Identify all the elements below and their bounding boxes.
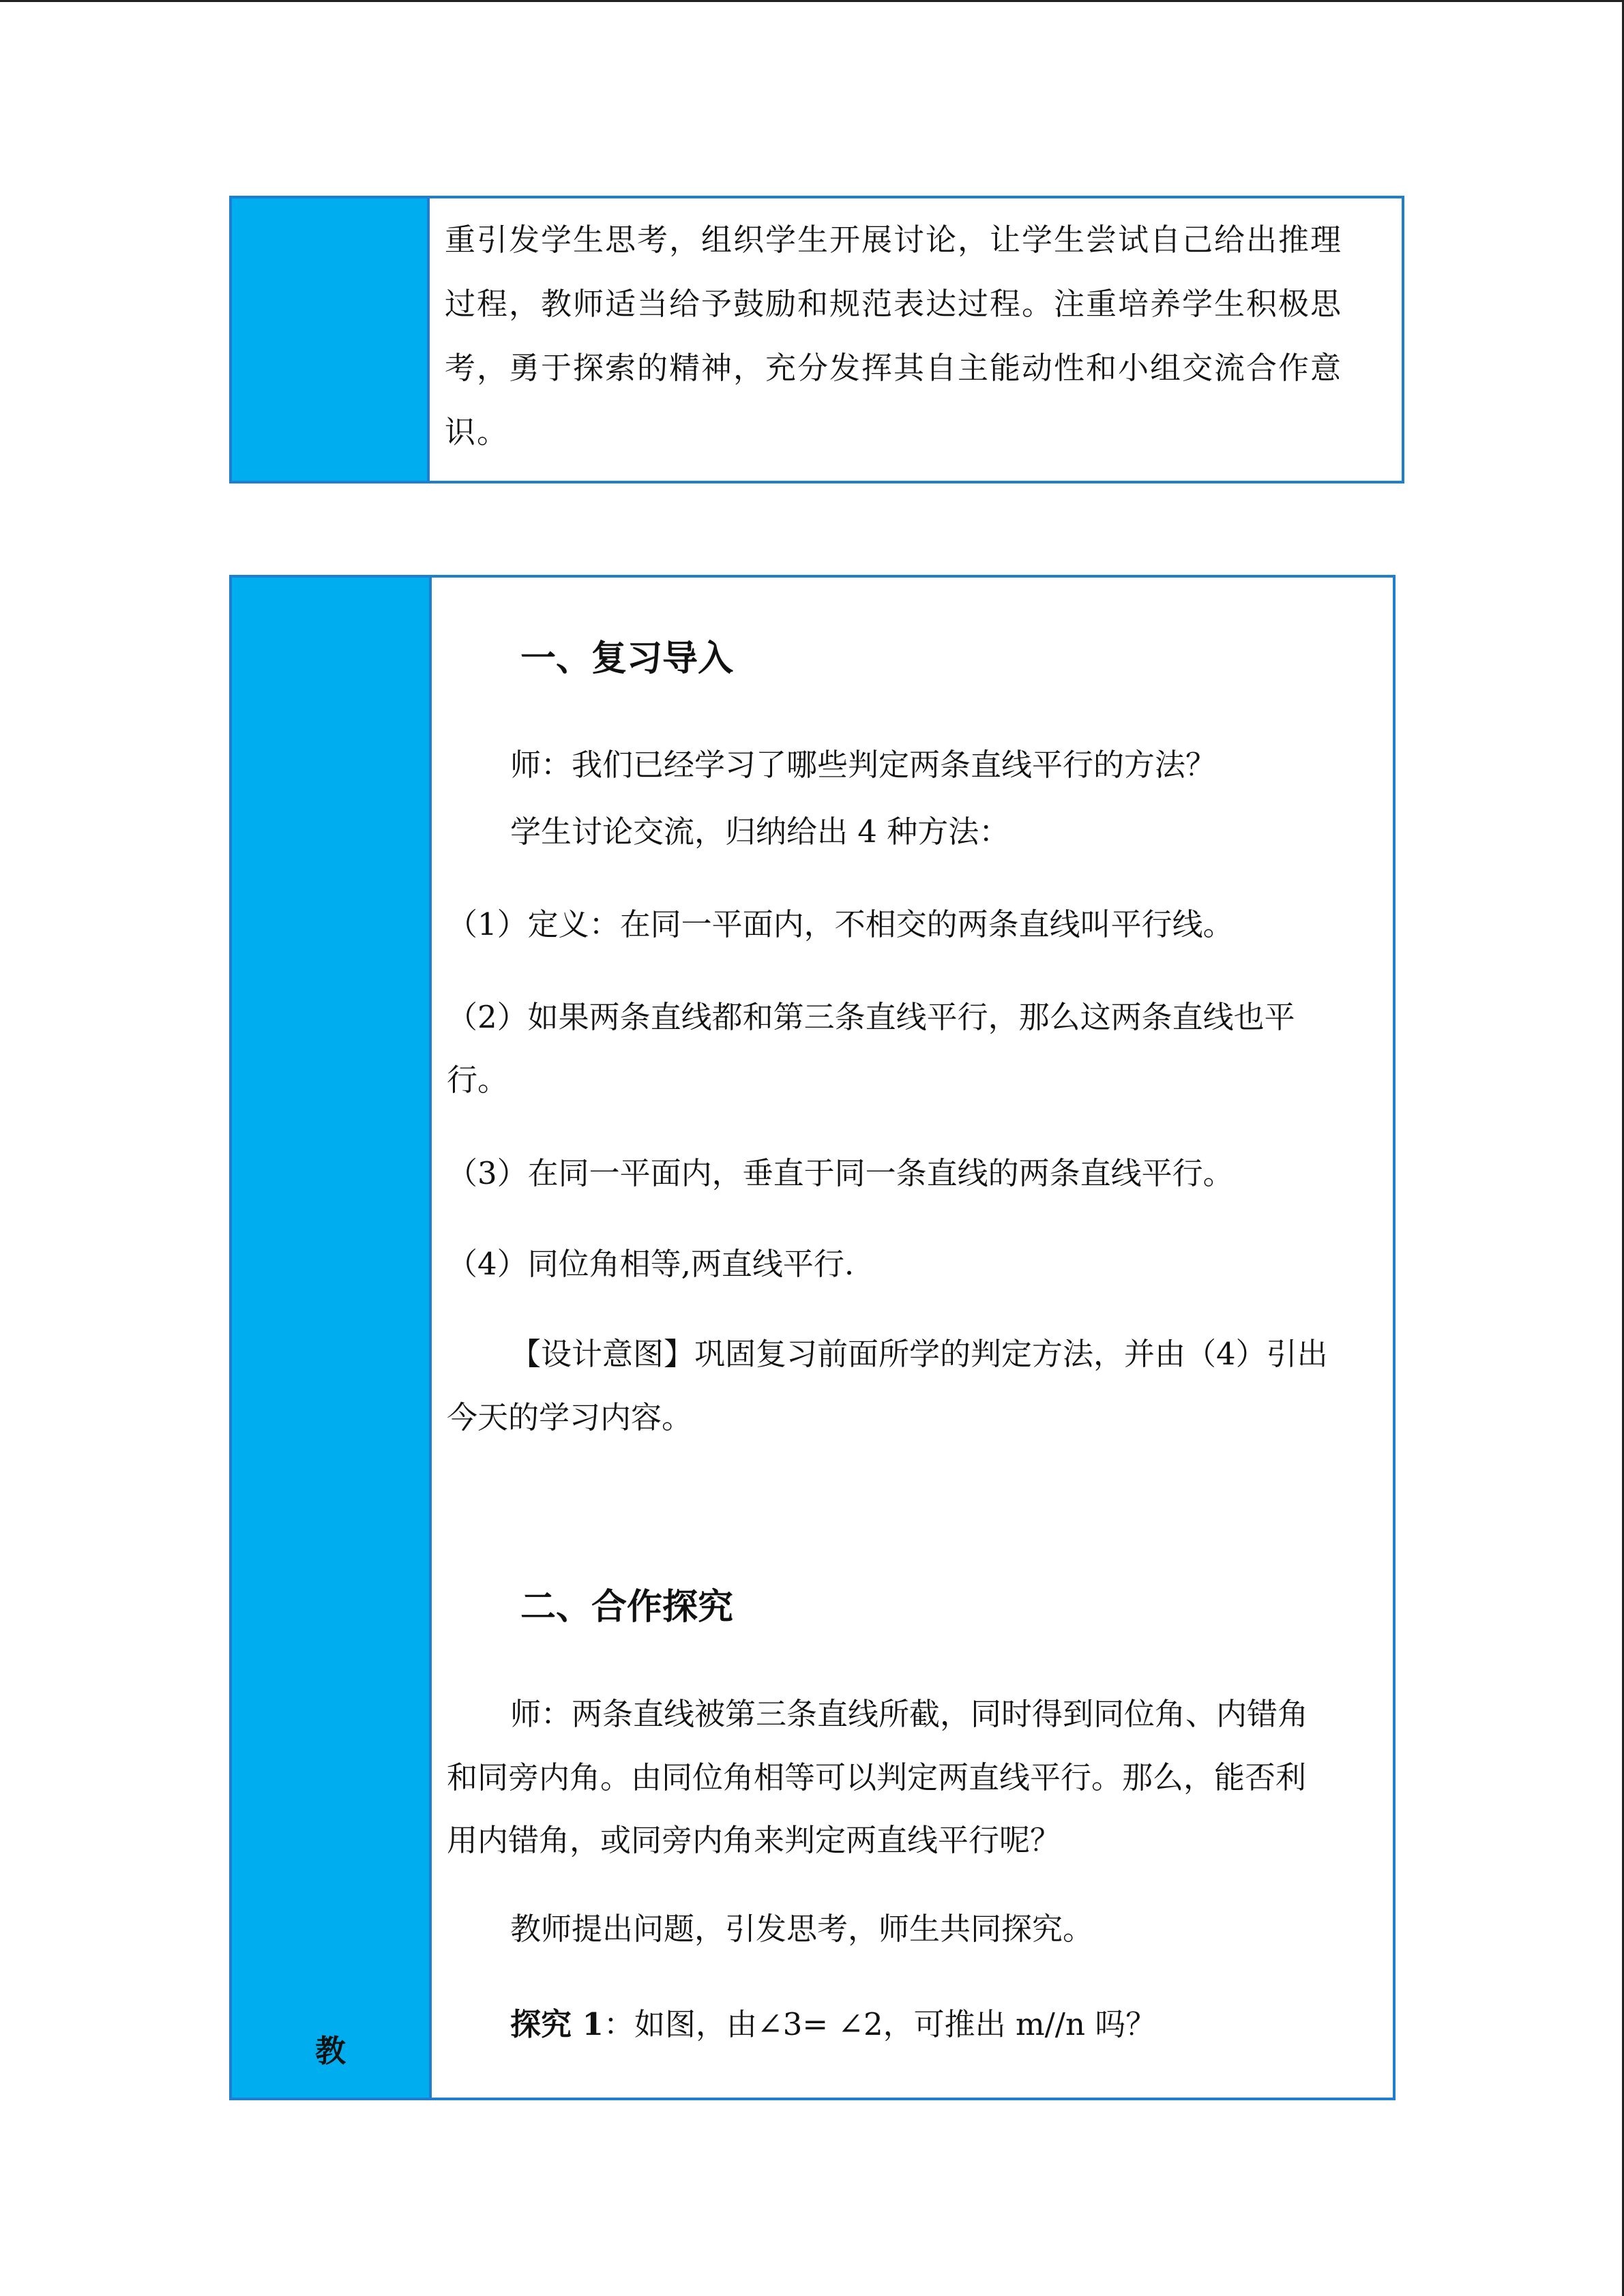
side-label: 教 [314, 2033, 346, 2069]
text-line: 识。 [445, 414, 510, 450]
method-item-2: （2）如果两条直线都和第三条直线平行，那么这两条直线也平 [447, 999, 1295, 1035]
teacher-question-2-cont: 和同旁内角。由同位角相等可以判定两直线平行。那么，能否利 [447, 1759, 1307, 1795]
page-top-rule [0, 0, 1624, 2]
lesson-process-table [229, 575, 1396, 2100]
teacher-question-2-cont: 用内错角，或同旁内角来判定两直线平行呢？ [447, 1822, 1061, 1858]
method-item-3: （3）在同一平面内，垂直于同一条直线的两条直线平行。 [447, 1155, 1234, 1191]
content-cell [430, 198, 1402, 481]
method-item-4: （4）同位角相等,两直线平行. [447, 1246, 855, 1282]
teacher-question-2: 师：两条直线被第三条直线所截，同时得到同位角、内错角 [510, 1696, 1309, 1732]
teacher-prompt: 教师提出问题，引发思考，师生共同探究。 [510, 1911, 1094, 1947]
explore-label: 探究 1 [510, 2006, 604, 2042]
content-cell [432, 578, 1393, 2098]
explore-text: ：如图，由∠3= ∠2，可推出 m//n 吗？ [603, 2006, 1157, 2042]
section-heading-review: 一、复习导入 [520, 638, 734, 679]
student-discussion: 学生讨论交流，归纳给出 4 种方法： [510, 814, 1010, 850]
explore-question-1 [510, 1999, 1156, 2044]
method-item-1: （1）定义：在同一平面内，不相交的两条直线叫平行线。 [447, 906, 1234, 942]
teacher-question: 师：我们已经学习了哪些判定两条直线平行的方法？ [510, 747, 1217, 783]
design-intent: 【设计意图】巩固复习前面所学的判定方法，并由（4）引出 [510, 1336, 1328, 1372]
text-line: 考，勇于探索的精神，充分发挥其自主能动性和小组交流合作意 [445, 350, 1343, 386]
method-item-2-cont: 行。 [447, 1062, 509, 1098]
text-line: 重引发学生思考，组织学生开展讨论，让学生尝试自己给出推理 [445, 222, 1343, 258]
continuation-table [229, 196, 1404, 483]
side-cell-blue [232, 198, 430, 481]
section-heading-explore: 二、合作探究 [520, 1587, 734, 1628]
side-cell-blue [232, 578, 432, 2098]
design-intent-cont: 今天的学习内容。 [447, 1399, 693, 1435]
text-line: 过程，教师适当给予鼓励和规范表达过程。注重培养学生积极思 [445, 286, 1343, 322]
